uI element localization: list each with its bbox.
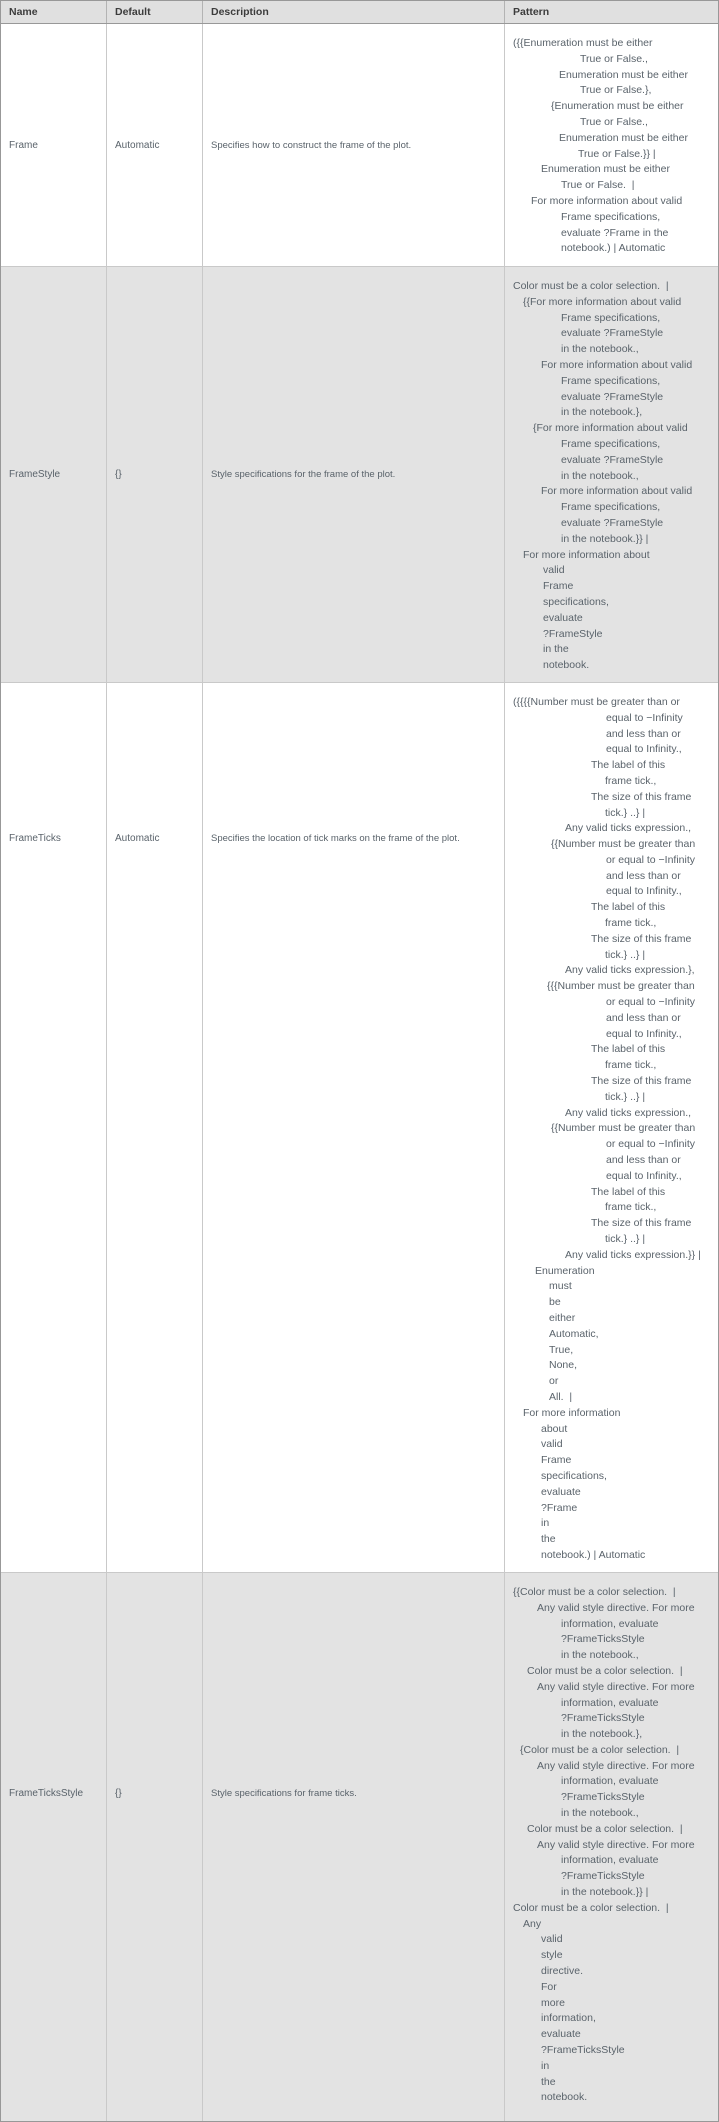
pattern-line: tick.} ..} | (605, 1233, 646, 1246)
pattern-line: {{{Number must be greater than (547, 980, 695, 993)
pattern-line: in the notebook., (561, 343, 639, 356)
pattern-line: information, evaluate (561, 1854, 659, 1867)
pattern-line: in the notebook., (561, 1807, 639, 1820)
table-header-row (1, 1, 718, 24)
pattern-line: evaluate (541, 1485, 581, 1498)
pattern-line: Enumeration must be either (559, 131, 688, 144)
pattern-line: {{Number must be greater than (551, 1122, 696, 1135)
column-header-pattern: Pattern (513, 6, 550, 18)
pattern-line: evaluate ?FrameStyle (561, 327, 664, 340)
pattern-cell (505, 683, 718, 1572)
option-description: Style specifications for the frame of the plot. (211, 468, 396, 480)
pattern-cell (505, 24, 718, 266)
pattern-line: Frame specifications, (561, 311, 661, 324)
option-name: FrameTicks (9, 832, 61, 844)
pattern-line: the (541, 2075, 556, 2088)
pattern-line: None, (549, 1359, 578, 1372)
option-description: Specifies the location of tick marks on the frame of the plot. (211, 832, 460, 844)
pattern-line: or equal to −Infinity (606, 1138, 696, 1151)
pattern-line: and less than or (606, 727, 681, 740)
pattern-line: Any valid ticks expression.}, (565, 964, 695, 977)
pattern-line: in (541, 2059, 550, 2072)
pattern-line: frame tick., (605, 1201, 657, 1214)
pattern-line: Any valid ticks expression., (565, 822, 692, 835)
pattern-line: True or False., (580, 52, 648, 65)
pattern-line: in (541, 1517, 550, 1530)
pattern-line: evaluate ?FrameStyle (561, 516, 664, 529)
table-body (1, 24, 718, 2121)
pattern-line: notebook.) | Automatic (541, 1548, 646, 1561)
pattern-line: True, (549, 1343, 574, 1356)
pattern-line: The label of this (591, 901, 666, 914)
pattern-line: tick.} ..} | (605, 948, 646, 961)
pattern-line: Automatic, (549, 1327, 599, 1340)
description-cell (203, 683, 505, 1572)
description-cell (203, 267, 505, 682)
pattern-line: Enumeration must be either (541, 163, 670, 176)
pattern-line: or equal to −Infinity (606, 996, 696, 1009)
option-description: Specifies how to construct the frame of the plot. (211, 139, 412, 151)
pattern-line: Any valid style directive. For more (537, 1601, 695, 1614)
pattern-line: in the notebook., (561, 469, 639, 482)
pattern-line: For (541, 1980, 557, 1993)
pattern-line: valid (541, 1438, 563, 1451)
pattern-line: For more information (523, 1406, 621, 1419)
description-cell (203, 1573, 505, 2121)
default-cell (107, 24, 203, 266)
pattern-line: either (549, 1312, 576, 1324)
pattern-line: Any (523, 1917, 542, 1930)
pattern-line: valid (543, 564, 565, 577)
pattern-line: ({{Enumeration must be either (513, 37, 653, 49)
pattern-line: or (549, 1375, 559, 1388)
pattern-line: Any valid style directive. For more (537, 1759, 695, 1772)
pattern-line: valid (541, 1933, 563, 1946)
pattern-line: in the notebook.}, (561, 406, 643, 419)
pattern-line: in the notebook.}, (561, 1728, 643, 1741)
pattern-line: For more information about valid (531, 194, 683, 207)
pattern-line: {{For more information about valid (523, 295, 682, 308)
option-default: Automatic (115, 832, 160, 844)
option-name: Frame (9, 139, 38, 151)
option-name: FrameTicksStyle (9, 1787, 84, 1799)
pattern-line: style (541, 1949, 563, 1962)
pattern-line: ?FrameTicksStyle (561, 1633, 645, 1646)
pattern-line: The label of this (591, 1185, 666, 1198)
pattern-line: evaluate ?FrameStyle (561, 390, 664, 403)
pattern-line: specifications, (543, 595, 609, 608)
pattern-line: information, evaluate (561, 1617, 659, 1630)
column-header-name: Name (1, 1, 107, 23)
pattern-line: Frame specifications, (561, 374, 661, 387)
pattern-line: in the notebook.}} | (561, 1886, 649, 1899)
table-row (1, 267, 718, 683)
pattern-line: Color must be a color selection. | (513, 280, 669, 292)
option-default: {} (115, 468, 122, 480)
name-cell (1, 683, 107, 1572)
default-cell (107, 267, 203, 682)
pattern-line: and less than or (606, 869, 681, 882)
pattern-line: about (541, 1422, 568, 1435)
pattern-line: ({{{{Number must be greater than or (513, 695, 680, 708)
pattern-line: Any valid style directive. For more (537, 1838, 695, 1851)
default-cell (107, 1573, 203, 2121)
pattern-line: equal to Infinity., (606, 885, 682, 898)
pattern-line: in the notebook., (561, 1649, 639, 1662)
pattern-line: For more information about (523, 548, 650, 561)
pattern-line: equal to Infinity., (606, 1169, 682, 1182)
pattern-line: Frame (541, 1454, 572, 1467)
pattern-line: The label of this (591, 759, 666, 772)
pattern-line: {Enumeration must be either (551, 100, 684, 113)
pattern-line: more (541, 1996, 565, 2009)
pattern-line: Frame specifications, (561, 437, 661, 450)
pattern-line: information, (541, 2012, 596, 2025)
pattern-line: Color must be a color selection. | (527, 1664, 683, 1677)
pattern-line: Any valid ticks expression.}} | (565, 1248, 701, 1261)
pattern-line: evaluate (543, 611, 583, 624)
pattern-line: equal to −Infinity (606, 711, 683, 724)
pattern-line: All. | (549, 1390, 573, 1403)
pattern-line: Color must be a color selection. | (527, 1822, 683, 1835)
pattern-line: ?FrameTicksStyle (561, 1712, 645, 1725)
pattern-line: notebook. (543, 659, 590, 672)
name-cell (1, 267, 107, 682)
pattern-line: {For more information about valid (533, 422, 688, 435)
pattern-line: Frame (543, 580, 574, 593)
pattern-line: The size of this frame (591, 1217, 692, 1230)
pattern-line: For more information about valid (541, 485, 693, 498)
pattern-line: evaluate ?FrameStyle (561, 453, 664, 466)
pattern-line: The size of this frame (591, 790, 692, 803)
pattern-line: specifications, (541, 1469, 607, 1482)
pattern-line: Any valid ticks expression., (565, 1106, 692, 1119)
pattern-line: information, evaluate (561, 1775, 659, 1788)
pattern-line: equal to Infinity., (606, 1027, 682, 1040)
pattern-line: directive. (541, 1965, 584, 1978)
pattern-line: ?FrameStyle (543, 627, 603, 640)
pattern-line: tick.} ..} | (605, 1090, 646, 1103)
pattern-line: Enumeration must be either (559, 68, 688, 81)
name-cell (1, 1573, 107, 2121)
pattern-line: tick.} ..} | (605, 806, 646, 819)
pattern-line: The label of this (591, 1043, 666, 1056)
pattern-line: For more information about valid (541, 358, 693, 371)
pattern-line: in the (543, 643, 569, 656)
column-header-description: Description (203, 1, 505, 23)
pattern-line: Frame specifications, (561, 210, 661, 223)
pattern-cell (505, 267, 718, 682)
pattern-line: The size of this frame (591, 1075, 692, 1088)
pattern-line: notebook.) | Automatic (561, 242, 666, 255)
pattern-line: True or False. | (561, 179, 635, 192)
pattern-line: frame tick., (605, 774, 657, 787)
pattern-line: True or False., (580, 115, 648, 128)
table-row (1, 1573, 718, 2121)
option-description: Style specifications for frame ticks. (211, 1787, 357, 1799)
pattern-line: {{Color must be a color selection. | (513, 1585, 676, 1598)
pattern-line: notebook. (541, 2091, 588, 2104)
default-cell (107, 683, 203, 1572)
pattern-line: ?FrameTicksStyle (561, 1870, 645, 1883)
description-cell (203, 24, 505, 266)
pattern-line: ?FrameTicksStyle (541, 2044, 625, 2057)
pattern-line: Any valid style directive. For more (537, 1680, 695, 1693)
pattern-cell (505, 1573, 718, 2121)
pattern-line: must (549, 1280, 572, 1293)
pattern-line: evaluate ?Frame in the (561, 226, 669, 239)
pattern-line: information, evaluate (561, 1696, 659, 1709)
table-row (1, 683, 718, 1573)
table-row (1, 24, 718, 267)
pattern-line: the (541, 1533, 556, 1546)
pattern-line: frame tick., (605, 917, 657, 930)
pattern-line: The size of this frame (591, 932, 692, 945)
pattern-line: {{Number must be greater than (551, 838, 696, 851)
pattern-line: Enumeration (535, 1264, 595, 1277)
pattern-line: evaluate (541, 2028, 581, 2041)
pattern-line: frame tick., (605, 1059, 657, 1072)
pattern-line: and less than or (606, 1011, 681, 1024)
pattern-line: True or False.}} | (578, 147, 656, 160)
pattern-line: or equal to −Infinity (606, 853, 696, 866)
pattern-line: ?Frame (541, 1501, 578, 1514)
pattern-line: be (549, 1296, 561, 1309)
pattern-line: True or False.}, (580, 84, 652, 97)
option-default: {} (115, 1787, 122, 1799)
pattern-line: and less than or (606, 1154, 681, 1167)
option-name: FrameStyle (9, 468, 61, 480)
option-default: Automatic (115, 139, 160, 151)
pattern-line: {Color must be a color selection. | (520, 1743, 680, 1756)
pattern-line: in the notebook.}} | (561, 532, 649, 545)
column-header-default: Default (107, 1, 203, 23)
pattern-line: ?FrameTicksStyle (561, 1791, 645, 1804)
pattern-line: equal to Infinity., (606, 743, 682, 756)
name-cell (1, 24, 107, 266)
pattern-line: Frame specifications, (561, 501, 661, 514)
pattern-line: Color must be a color selection. | (513, 1901, 669, 1914)
